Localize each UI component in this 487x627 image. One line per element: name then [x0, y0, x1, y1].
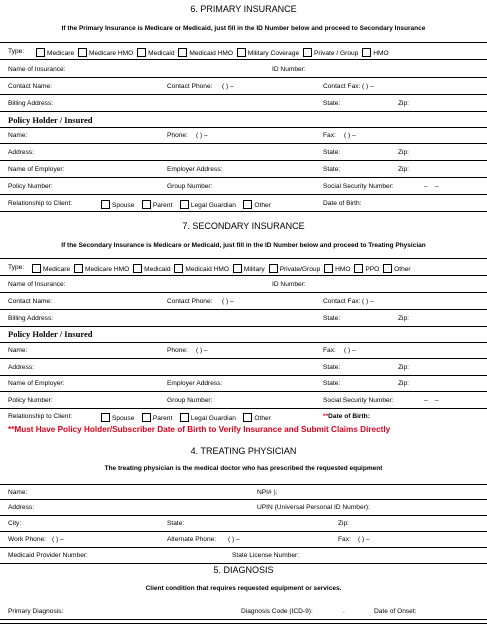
medicaid-hmo-label: Medicaid HMO: [185, 266, 229, 273]
parent-checkbox[interactable]: [142, 413, 151, 422]
zip-label: Zip:: [398, 100, 409, 107]
medicaid-checkbox[interactable]: [137, 48, 146, 57]
name-of-insurance-field[interactable]: [0, 277, 487, 293]
name-of-insurance-field[interactable]: [0, 62, 487, 78]
holder-phone-blank: ( ) –: [196, 132, 208, 139]
holder-phone-label: Phone:: [167, 132, 188, 139]
type-label: Type:: [8, 264, 25, 271]
military-label: Military: [243, 266, 265, 273]
hmo-checkbox[interactable]: [362, 48, 371, 57]
work-phone-label: Work Phone:: [8, 536, 46, 543]
employer-zip-label: Zip:: [398, 380, 409, 387]
spouse-checkbox[interactable]: [101, 413, 110, 422]
contact-fax-label: Contact Fax:: [323, 83, 361, 90]
ssn-label: Social Security Number:: [323, 397, 394, 404]
other-type-checkbox[interactable]: [383, 264, 392, 273]
relationship-label: Relationship to Client:: [8, 200, 73, 207]
primary-insurance-instruction: If the Primary Insurance is Medicare or Medicaid, just fill in the ID Number below and proceed to Secondary Insurance: [61, 25, 426, 32]
holder-name-label: Name:: [8, 132, 28, 139]
treating-physician-instruction: The treating physician is the medical doctor who has prescribed the requested equipment: [104, 465, 383, 472]
physician-name-row[interactable]: [0, 484, 487, 500]
private-group-label: Private / Group: [314, 50, 359, 57]
holder-name-row[interactable]: [0, 128, 487, 144]
military-checkbox[interactable]: [233, 264, 242, 273]
contact-row[interactable]: [0, 79, 487, 95]
spouse-checkbox[interactable]: [101, 200, 110, 209]
medicare-checkbox[interactable]: [32, 264, 41, 273]
contact-row[interactable]: [0, 294, 487, 310]
holder-fax-label: Fax:: [323, 347, 336, 354]
physician-address-label: Address:: [8, 504, 35, 511]
type-label: Type:: [8, 48, 25, 55]
zip-label: Zip:: [398, 315, 409, 322]
policy-row[interactable]: [0, 393, 487, 409]
contact-phone-blank: ( ) –: [222, 298, 234, 305]
ssn-label: Social Security Number:: [323, 183, 394, 190]
primary-insurance-title: 6. PRIMARY INSURANCE: [190, 4, 297, 14]
medicaid-label: Medicaid: [144, 266, 171, 273]
other-type-label: Other: [394, 266, 411, 273]
legal-guardian-checkbox[interactable]: [180, 200, 189, 209]
upin-label: UPIN (Universal Personal ID Number):: [257, 504, 370, 511]
spouse-label: Spouse: [112, 202, 135, 209]
parent-label: Parent: [152, 202, 173, 209]
diagnosis-row[interactable]: [0, 604, 487, 620]
medicaid-provider-label: Medicaid Provider Number:: [8, 552, 88, 559]
state-license-label: State License Number:: [232, 552, 300, 559]
holder-fax-blank: ( ) –: [344, 347, 356, 354]
holder-zip-label: Zip:: [398, 149, 409, 156]
holder-state-label: State:: [323, 149, 341, 156]
billing-address-row[interactable]: [0, 311, 487, 327]
state-label: State:: [323, 315, 341, 322]
billing-address-row[interactable]: [0, 96, 487, 112]
holder-fax-label: Fax:: [323, 132, 336, 139]
physician-address-row[interactable]: [0, 500, 487, 516]
holder-zip-label: Zip:: [398, 364, 409, 371]
divider: [0, 42, 487, 43]
physician-state-label: State:: [167, 520, 185, 527]
bottom-cut-line: [0, 623, 487, 624]
military-coverage-label: Military Coverage: [247, 50, 300, 57]
policy-number-label: Policy Number:: [8, 397, 53, 404]
holder-state-label: State:: [323, 364, 341, 371]
physician-fax-label: Fax:: [338, 536, 351, 543]
name-of-insurance-label: Name of Insurance:: [8, 66, 66, 73]
hmo-checkbox[interactable]: [324, 264, 333, 273]
contact-name-label: Contact Name:: [8, 83, 52, 90]
holder-phone-label: Phone:: [167, 347, 188, 354]
physician-city-row[interactable]: [0, 516, 487, 532]
diagnosis-code-dot: .: [343, 608, 345, 615]
holder-phone-blank: ( ) –: [196, 347, 208, 354]
ssn-dashes: – –: [424, 183, 439, 190]
policy-holder-heading: Policy Holder / Insured: [8, 115, 93, 125]
holder-address-row[interactable]: [0, 145, 487, 161]
physician-fax-blank: ( ) –: [358, 536, 370, 543]
relationship-row: Relationship to Client: Spouse Parent Legal Guardian Other **Date of Birth:: [8, 413, 370, 422]
state-label: State:: [323, 100, 341, 107]
employer-zip-label: Zip:: [398, 166, 409, 173]
medicaid-hmo-checkbox[interactable]: [178, 48, 187, 57]
npi-label: NPI# ):: [257, 489, 278, 496]
contact-phone-label: Contact Phone:: [167, 83, 213, 90]
other-checkbox[interactable]: [243, 413, 252, 422]
alternate-phone-blank: ( ) –: [228, 536, 240, 543]
private-group-checkbox[interactable]: [269, 264, 278, 273]
treating-physician-title: 4. TREATING PHYSICIAN: [190, 446, 297, 456]
employer-name-label: Name of Employer:: [8, 166, 65, 173]
employer-state-label: State:: [323, 166, 341, 173]
military-coverage-checkbox[interactable]: [237, 48, 246, 57]
divider: [0, 258, 487, 259]
secondary-insurance-title: 7. SECONDARY INSURANCE: [182, 221, 305, 231]
relationship-row: [0, 196, 487, 212]
medicare-checkbox[interactable]: [36, 48, 45, 57]
primary-type-row: [0, 44, 487, 60]
group-number-label: Group Number:: [167, 397, 213, 404]
spouse-label: Spouse: [112, 415, 135, 422]
employer-state-label: State:: [323, 380, 341, 387]
name-of-insurance-label: Name of Insurance:: [8, 281, 66, 288]
policy-number-label: Policy Number:: [8, 183, 53, 190]
secondary-type-row: [0, 260, 487, 276]
physician-zip-label: Zip:: [338, 520, 349, 527]
id-number-label: ID Number:: [272, 66, 306, 73]
billing-address-label: Billing Address:: [8, 315, 54, 322]
diagnosis-code-label: Diagnosis Code (ICD-9):: [241, 608, 313, 615]
holder-fax-blank: ( ) –: [344, 132, 356, 139]
medicaid-checkbox[interactable]: [133, 264, 142, 273]
employer-address-label: Employer Address:: [167, 166, 223, 173]
diagnosis-title: 5. DIAGNOSIS: [213, 565, 274, 575]
contact-name-label: Contact Name:: [8, 298, 52, 305]
physician-phone-row[interactable]: [0, 532, 487, 548]
other-checkbox[interactable]: [243, 200, 252, 209]
group-number-label: Group Number:: [167, 183, 213, 190]
medicaid-label: Medicaid: [148, 50, 175, 57]
hmo-label: HMO: [373, 50, 389, 57]
medicare-hmo-checkbox[interactable]: [74, 264, 83, 273]
employer-row[interactable]: [0, 376, 487, 392]
policy-holder-heading: Policy Holder / Insured: [8, 329, 93, 339]
ssn-dashes: – –: [424, 397, 439, 404]
physician-license-row[interactable]: [0, 548, 487, 564]
contact-fax-label: Contact Fax:: [323, 298, 361, 305]
work-phone-blank: ( ) –: [52, 536, 64, 543]
alternate-phone-label: Alternate Phone:: [167, 536, 217, 543]
physician-name-label: Name:: [8, 489, 28, 496]
medicaid-hmo-label: Medicaid HMO: [189, 50, 233, 57]
legal-guardian-label: Legal Guardian: [190, 415, 236, 422]
relationship-label: Relationship to Client:: [8, 413, 73, 420]
date-of-onset-label: Date of Onset:: [374, 608, 417, 615]
legal-guardian-checkbox[interactable]: [180, 413, 189, 422]
ppo-checkbox[interactable]: [354, 264, 363, 273]
parent-checkbox[interactable]: [142, 200, 151, 209]
other-label: Other: [254, 202, 271, 209]
billing-address-label: Billing Address:: [8, 100, 54, 107]
primary-diagnosis-label: Primary Diagnosis:: [8, 608, 64, 615]
employer-address-label: Employer Address:: [167, 380, 223, 387]
parent-label: Parent: [152, 415, 173, 422]
contact-phone-label: Contact Phone:: [167, 298, 213, 305]
id-number-label: ID Number:: [272, 281, 306, 288]
diagnosis-instruction: Client condition that requires requested equipment or services.: [145, 585, 342, 592]
medicaid-hmo-checkbox[interactable]: [174, 264, 183, 273]
holder-address-row[interactable]: [0, 360, 487, 376]
policy-row[interactable]: [0, 179, 487, 195]
other-label: Other: [254, 415, 271, 422]
secondary-insurance-instruction: If the Secondary Insurance is Medicare or Medicaid, just fill in the ID Number below and proceed to Treating Physician: [61, 242, 426, 249]
ppo-label: PPO: [365, 266, 380, 273]
city-label: City:: [8, 520, 22, 527]
holder-name-row[interactable]: [0, 343, 487, 359]
employer-row[interactable]: [0, 162, 487, 178]
employer-name-label: Name of Employer:: [8, 380, 65, 387]
legal-guardian-label: Legal Guardian: [190, 202, 236, 209]
medicare-hmo-label: Medicare HMO: [84, 266, 130, 273]
medicare-hmo-label: Medicare HMO: [88, 50, 134, 57]
contact-phone-blank: ( ) –: [222, 83, 234, 90]
contact-fax-blank: ( ) –: [362, 298, 374, 305]
medicare-label: Medicare: [43, 266, 71, 273]
dob-label: Date of Birth:: [323, 200, 362, 207]
contact-fax-blank: ( ) –: [362, 83, 374, 90]
holder-name-label: Name:: [8, 347, 28, 354]
private-group-checkbox[interactable]: [303, 48, 312, 57]
holder-address-label: Address:: [8, 364, 35, 371]
private-group-label: Private/Group: [279, 266, 321, 273]
medicare-label: Medicare: [47, 50, 75, 57]
holder-address-label: Address:: [8, 149, 35, 156]
medicare-hmo-checkbox[interactable]: [78, 48, 87, 57]
hmo-label: HMO: [335, 266, 351, 273]
dob-warning: **Must Have Policy Holder/Subscriber Date of Birth to Verify Insurance and Submit Claims Directly: [8, 425, 391, 434]
